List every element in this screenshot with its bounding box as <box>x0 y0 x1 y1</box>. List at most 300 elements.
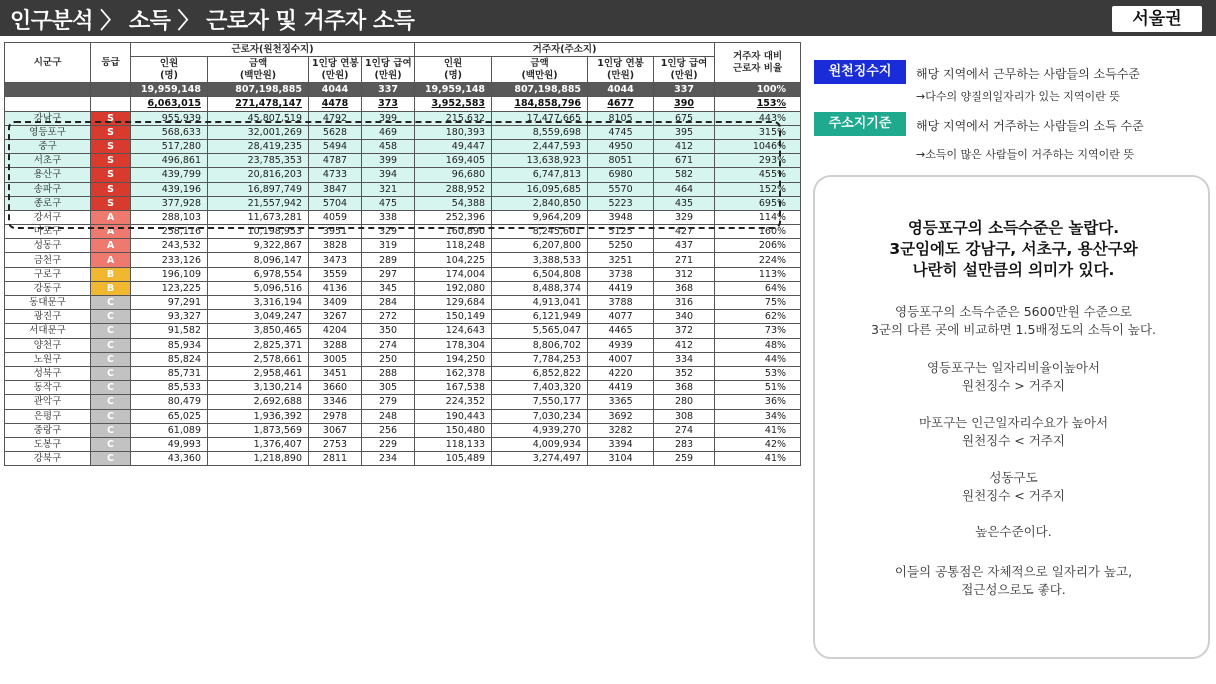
table-cell: 308 <box>654 409 715 423</box>
subtotal-cell: 4478 <box>309 97 362 111</box>
total-cell: 4044 <box>309 83 362 97</box>
table-cell: 3,388,533 <box>492 253 588 267</box>
table-cell: 4939 <box>588 338 654 352</box>
table-cell: 279 <box>362 395 415 409</box>
table-cell: 3267 <box>309 310 362 324</box>
worker-subdescription: →다수의 양질의일자리가 있는 지역이란 뜻 <box>916 90 1120 103</box>
col-header-worker-people: 인원 (명) <box>131 57 208 83</box>
grade-badge: C <box>91 338 131 352</box>
table-cell: 283 <box>654 437 715 451</box>
table-cell: 85,533 <box>131 381 208 395</box>
table-cell: 345 <box>362 281 415 295</box>
district-name-cell: 금천구 <box>5 253 91 267</box>
table-cell: 4419 <box>588 281 654 295</box>
note-line: 성동구도 <box>989 470 1038 485</box>
table-cell: 4,913,041 <box>492 296 588 310</box>
table-row <box>5 381 801 395</box>
table-cell: 3,130,214 <box>208 381 309 395</box>
table-cell: 49,993 <box>131 437 208 451</box>
note-paragraph <box>815 563 1212 599</box>
grade-badge: S <box>91 168 131 182</box>
table-cell: 124,643 <box>415 324 492 338</box>
table-cell: 105,489 <box>415 452 492 466</box>
table-cell: 9,964,209 <box>492 210 588 224</box>
table-cell: 517,280 <box>131 139 208 153</box>
table-cell: 215,632 <box>415 111 492 125</box>
grade-badge: A <box>91 239 131 253</box>
worker-badge: 원천징수지 <box>814 60 906 84</box>
table-header-row-1 <box>5 43 801 57</box>
table-cell: 2753 <box>309 437 362 451</box>
note-line: 영등포구는 일자리비율이높아서 <box>926 360 1101 375</box>
table-cell: 118,133 <box>415 437 492 451</box>
col-header-resident-people: 인원 (명) <box>415 57 492 83</box>
table-cell: 435 <box>654 196 715 210</box>
table-cell: 51% <box>715 381 801 395</box>
table-cell: 97,291 <box>131 296 208 310</box>
table-cell: 4077 <box>588 310 654 324</box>
table-cell: 3104 <box>588 452 654 466</box>
table-cell: 329 <box>654 210 715 224</box>
table-cell: 274 <box>362 338 415 352</box>
table-cell: 412 <box>654 139 715 153</box>
district-name-cell: 양천구 <box>5 338 91 352</box>
district-name-cell: 송파구 <box>5 182 91 196</box>
table-cell: 32,001,269 <box>208 125 309 139</box>
table-cell: 48% <box>715 338 801 352</box>
district-name-cell: 종로구 <box>5 196 91 210</box>
table-cell: 256 <box>362 423 415 437</box>
table-cell: 5125 <box>588 225 654 239</box>
table-cell: 3738 <box>588 267 654 281</box>
resident-description: 해당 지역에서 거주하는 사람들의 소득 수준 <box>916 119 1144 133</box>
table-cell: 3346 <box>309 395 362 409</box>
table-cell: 6,121,949 <box>492 310 588 324</box>
note-line: 접근성으로도 좋다. <box>961 582 1066 597</box>
total-cell: 807,198,885 <box>492 83 588 97</box>
table-cell: 297 <box>362 267 415 281</box>
table-cell: 4950 <box>588 139 654 153</box>
col-header-resident-monthly: 1인당 급여 (만원) <box>654 57 715 83</box>
table-cell: 224% <box>715 253 801 267</box>
table-cell: 582 <box>654 168 715 182</box>
table-cell: 16,897,749 <box>208 182 309 196</box>
note-line: 영등포구의 소득수준은 5600만원 수준으로 <box>895 304 1132 319</box>
table-cell: 394 <box>362 168 415 182</box>
grade-badge: C <box>91 437 131 451</box>
table-cell: 243,532 <box>131 239 208 253</box>
table-cell: 5223 <box>588 196 654 210</box>
note-line: 3군의 다른 곳에 비교하면 1.5배정도의 소득이 높다. <box>870 322 1157 337</box>
table-cell: 174,004 <box>415 267 492 281</box>
table-cell: 8,245,601 <box>492 225 588 239</box>
table-cell: 437 <box>654 239 715 253</box>
table-row <box>5 352 801 366</box>
table-cell: 1,376,407 <box>208 437 309 451</box>
total-cell: 19,959,148 <box>131 83 208 97</box>
table-cell: 496,861 <box>131 154 208 168</box>
table-cell: 312 <box>654 267 715 281</box>
district-name-cell: 구로구 <box>5 267 91 281</box>
table-cell: 180,393 <box>415 125 492 139</box>
district-name-cell: 중랑구 <box>5 423 91 437</box>
table-cell: 458 <box>362 139 415 153</box>
col-header-worker-annual: 1인당 연봉 (만원) <box>309 57 362 83</box>
table-cell: 43,360 <box>131 452 208 466</box>
subtotal-cell: 3,952,583 <box>415 97 492 111</box>
table-cell: 11,673,281 <box>208 210 309 224</box>
table-cell: 4220 <box>588 366 654 380</box>
table-cell: 45,807,519 <box>208 111 309 125</box>
note-heading-line: 영등포구의 소득수준은 놀랍다. <box>907 219 1120 237</box>
table-row <box>5 437 801 451</box>
grade-badge: S <box>91 125 131 139</box>
district-name-cell: 도봉구 <box>5 437 91 451</box>
table-cell: 1,936,392 <box>208 409 309 423</box>
table-cell: 427 <box>654 225 715 239</box>
table-cell: 3559 <box>309 267 362 281</box>
total-grade-cell <box>91 83 131 97</box>
table-cell: 315% <box>715 125 801 139</box>
table-subtotal-row <box>5 97 801 111</box>
table-cell: 6,978,554 <box>208 267 309 281</box>
table-cell: 7,550,177 <box>492 395 588 409</box>
col-header-ratio <box>715 43 801 83</box>
table-total-row <box>5 83 801 97</box>
district-name-cell: 관악구 <box>5 395 91 409</box>
subtotal-cell: 153% <box>715 97 801 111</box>
table-cell: 3660 <box>309 381 362 395</box>
table-cell: 28,419,235 <box>208 139 309 153</box>
table-cell: 288,952 <box>415 182 492 196</box>
table-cell: 469 <box>362 125 415 139</box>
table-cell: 8,806,702 <box>492 338 588 352</box>
table-row <box>5 338 801 352</box>
table-cell: 8,096,147 <box>208 253 309 267</box>
table-cell: 167,538 <box>415 381 492 395</box>
table-cell: 3473 <box>309 253 362 267</box>
table-cell: 3282 <box>588 423 654 437</box>
district-name-cell: 서대문구 <box>5 324 91 338</box>
note-line: 마포구는 인근일자리수요가 높아서 <box>918 415 1109 430</box>
table-cell: 368 <box>654 281 715 295</box>
table-cell: 6,747,813 <box>492 168 588 182</box>
table-cell: 329 <box>362 225 415 239</box>
subtotal-cell: 6,063,015 <box>131 97 208 111</box>
grade-badge: C <box>91 395 131 409</box>
subtotal-cell: 4677 <box>588 97 654 111</box>
table-cell: 4007 <box>588 352 654 366</box>
table-cell: 8105 <box>588 111 654 125</box>
note-heading-line: 나란히 설만큼의 의미가 있다. <box>912 261 1115 279</box>
table-cell: 233,126 <box>131 253 208 267</box>
table-cell: 293% <box>715 154 801 168</box>
grade-badge: C <box>91 423 131 437</box>
subtotal-cell: 373 <box>362 97 415 111</box>
table-row <box>5 310 801 324</box>
table-cell: 305 <box>362 381 415 395</box>
grade-badge: C <box>91 366 131 380</box>
district-name-cell: 강서구 <box>5 210 91 224</box>
table-cell: 439,799 <box>131 168 208 182</box>
table-cell: 234 <box>362 452 415 466</box>
table-cell: 64% <box>715 281 801 295</box>
income-table-container <box>4 42 800 466</box>
table-cell: 3067 <box>309 423 362 437</box>
district-name-cell: 용산구 <box>5 168 91 182</box>
table-row <box>5 296 801 310</box>
table-cell: 5704 <box>309 196 362 210</box>
table-cell: 8,559,698 <box>492 125 588 139</box>
table-cell: 85,824 <box>131 352 208 366</box>
table-cell: 288,103 <box>131 210 208 224</box>
table-row <box>5 253 801 267</box>
table-cell: 53% <box>715 366 801 380</box>
table-cell: 96,680 <box>415 168 492 182</box>
table-cell: 3365 <box>588 395 654 409</box>
table-cell: 319 <box>362 239 415 253</box>
table-cell: 118,248 <box>415 239 492 253</box>
table-cell: 224,352 <box>415 395 492 409</box>
table-cell: 44% <box>715 352 801 366</box>
table-cell: 280 <box>654 395 715 409</box>
table-cell: 4136 <box>309 281 362 295</box>
district-name-cell: 동대문구 <box>5 296 91 310</box>
table-cell: 3692 <box>588 409 654 423</box>
table-cell: 5628 <box>309 125 362 139</box>
district-name-cell: 마포구 <box>5 225 91 239</box>
table-row <box>5 324 801 338</box>
grade-badge: S <box>91 182 131 196</box>
grade-badge: B <box>91 267 131 281</box>
table-cell: 321 <box>362 182 415 196</box>
table-row <box>5 423 801 437</box>
table-cell: 41% <box>715 452 801 466</box>
table-cell: 160,890 <box>415 225 492 239</box>
note-paragraph <box>815 359 1212 395</box>
district-name-cell: 동작구 <box>5 381 91 395</box>
table-cell: 368 <box>654 381 715 395</box>
table-cell: 399 <box>362 154 415 168</box>
district-name-cell: 강북구 <box>5 452 91 466</box>
table-cell: 2,447,593 <box>492 139 588 153</box>
table-cell: 178,304 <box>415 338 492 352</box>
table-cell: 36% <box>715 395 801 409</box>
table-cell: 671 <box>654 154 715 168</box>
table-row <box>5 267 801 281</box>
table-cell: 568,633 <box>131 125 208 139</box>
table-cell: 274 <box>654 423 715 437</box>
table-cell: 352 <box>654 366 715 380</box>
table-cell: 7,030,234 <box>492 409 588 423</box>
table-cell: 17,477,665 <box>492 111 588 125</box>
district-name-cell: 중구 <box>5 139 91 153</box>
table-cell: 675 <box>654 111 715 125</box>
table-cell: 2978 <box>309 409 362 423</box>
note-line: 원천징수 < 거주지 <box>962 433 1065 448</box>
district-name-cell: 강동구 <box>5 281 91 295</box>
table-cell: 6,852,822 <box>492 366 588 380</box>
total-cell: 807,198,885 <box>208 83 309 97</box>
table-cell: 93,327 <box>131 310 208 324</box>
table-cell: 194,250 <box>415 352 492 366</box>
note-line: 원천징수 > 거주지 <box>962 378 1065 393</box>
table-cell: 2,578,661 <box>208 352 309 366</box>
income-table <box>4 42 801 466</box>
table-cell: 34% <box>715 409 801 423</box>
table-cell: 6980 <box>588 168 654 182</box>
district-name-cell: 영등포구 <box>5 125 91 139</box>
table-cell: 3288 <box>309 338 362 352</box>
table-cell: 1,218,890 <box>208 452 309 466</box>
table-cell: 340 <box>654 310 715 324</box>
table-cell: 49,447 <box>415 139 492 153</box>
table-cell: 2,840,850 <box>492 196 588 210</box>
note-line: 이들의 공통점은 자체적으로 일자리가 높고, <box>894 564 1133 579</box>
table-cell: 475 <box>362 196 415 210</box>
col-header-ratio-line1: 거주자 대비 <box>732 50 783 62</box>
table-cell: 2,958,461 <box>208 366 309 380</box>
table-cell: 150,480 <box>415 423 492 437</box>
table-cell: 10,198,953 <box>208 225 309 239</box>
grade-badge: C <box>91 324 131 338</box>
grade-badge: A <box>91 210 131 224</box>
table-cell: 248 <box>362 409 415 423</box>
table-cell: 5494 <box>309 139 362 153</box>
note-paragraph <box>815 523 1212 541</box>
group-header-resident: 거주자(주소지) <box>415 43 715 57</box>
subtotal-grade-cell <box>91 97 131 111</box>
table-cell: 16,095,685 <box>492 182 588 196</box>
table-cell: 65,025 <box>131 409 208 423</box>
table-cell: 334 <box>654 352 715 366</box>
note-line: 높은수준이다. <box>975 524 1052 539</box>
table-cell: 4419 <box>588 381 654 395</box>
grade-badge: S <box>91 196 131 210</box>
grade-badge: A <box>91 253 131 267</box>
region-label: 서울권 <box>1112 6 1202 32</box>
table-cell: 284 <box>362 296 415 310</box>
table-cell: 6,504,808 <box>492 267 588 281</box>
total-cell: 19,959,148 <box>415 83 492 97</box>
table-cell: 61,089 <box>131 423 208 437</box>
table-cell: 464 <box>654 182 715 196</box>
table-cell: 54,388 <box>415 196 492 210</box>
table-cell: 4787 <box>309 154 362 168</box>
table-cell: 4204 <box>309 324 362 338</box>
table-cell: 3005 <box>309 352 362 366</box>
table-cell: 4792 <box>309 111 362 125</box>
table-cell: 7,403,320 <box>492 381 588 395</box>
col-header-worker-amount: 금액 (백만원) <box>208 57 309 83</box>
table-cell: 162,378 <box>415 366 492 380</box>
table-row <box>5 452 801 466</box>
table-cell: 3,850,465 <box>208 324 309 338</box>
table-cell: 3847 <box>309 182 362 196</box>
table-row <box>5 281 801 295</box>
total-cell: 100% <box>715 83 801 97</box>
note-paragraph <box>815 414 1212 450</box>
col-header-ratio-line2: 근로자 비율 <box>732 62 783 74</box>
table-cell: 114% <box>715 210 801 224</box>
table-cell: 190,443 <box>415 409 492 423</box>
table-row <box>5 366 801 380</box>
table-row <box>5 409 801 423</box>
table-cell: 1,873,569 <box>208 423 309 437</box>
table-cell: 206% <box>715 239 801 253</box>
table-cell: 3409 <box>309 296 362 310</box>
table-cell: 5570 <box>588 182 654 196</box>
table-cell: 8,488,374 <box>492 281 588 295</box>
table-cell: 5250 <box>588 239 654 253</box>
grade-badge: S <box>91 154 131 168</box>
title-bar <box>0 0 1216 36</box>
table-cell: 192,080 <box>415 281 492 295</box>
table-cell: 3788 <box>588 296 654 310</box>
table-cell: 372 <box>654 324 715 338</box>
note-paragraph <box>815 303 1212 339</box>
table-cell: 5,565,047 <box>492 324 588 338</box>
table-cell: 3948 <box>588 210 654 224</box>
grade-badge: C <box>91 381 131 395</box>
table-cell: 289 <box>362 253 415 267</box>
grade-badge: S <box>91 139 131 153</box>
table-cell: 85,731 <box>131 366 208 380</box>
table-cell: 4,939,270 <box>492 423 588 437</box>
resident-badge: 주소지기준 <box>814 112 906 136</box>
table-cell: 104,225 <box>415 253 492 267</box>
table-cell: 3951 <box>309 225 362 239</box>
district-name-cell: 광진구 <box>5 310 91 324</box>
subtotal-name-cell <box>5 97 91 111</box>
table-cell: 2811 <box>309 452 362 466</box>
table-cell: 955,939 <box>131 111 208 125</box>
subtotal-cell: 271,478,147 <box>208 97 309 111</box>
table-cell: 338 <box>362 210 415 224</box>
district-name-cell: 은평구 <box>5 409 91 423</box>
subtotal-cell: 184,858,796 <box>492 97 588 111</box>
resident-subdescription: →소득이 많은 사람들이 거주하는 지역이란 뜻 <box>916 148 1134 161</box>
table-cell: 258,116 <box>131 225 208 239</box>
table-cell: 80,479 <box>131 395 208 409</box>
table-cell: 62% <box>715 310 801 324</box>
table-cell: 3,316,194 <box>208 296 309 310</box>
table-cell: 272 <box>362 310 415 324</box>
table-cell: 229 <box>362 437 415 451</box>
col-header-worker-monthly: 1인당 급여 (만원) <box>362 57 415 83</box>
table-cell: 9,322,867 <box>208 239 309 253</box>
note-line: 원천징수 < 거주지 <box>962 488 1065 503</box>
grade-badge: C <box>91 310 131 324</box>
table-cell: 3251 <box>588 253 654 267</box>
table-cell: 7,784,253 <box>492 352 588 366</box>
table-cell: 259 <box>654 452 715 466</box>
subtotal-cell: 390 <box>654 97 715 111</box>
total-cell: 337 <box>654 83 715 97</box>
table-cell: 316 <box>654 296 715 310</box>
table-cell: 129,684 <box>415 296 492 310</box>
table-cell: 85,934 <box>131 338 208 352</box>
analysis-note-box <box>813 175 1210 659</box>
table-cell: 4465 <box>588 324 654 338</box>
table-cell: 75% <box>715 296 801 310</box>
group-header-worker: 근로자(원천징수지) <box>131 43 415 57</box>
table-cell: 695% <box>715 196 801 210</box>
table-cell: 443% <box>715 111 801 125</box>
note-heading <box>815 218 1212 281</box>
table-cell: 150,149 <box>415 310 492 324</box>
table-cell: 439,196 <box>131 182 208 196</box>
